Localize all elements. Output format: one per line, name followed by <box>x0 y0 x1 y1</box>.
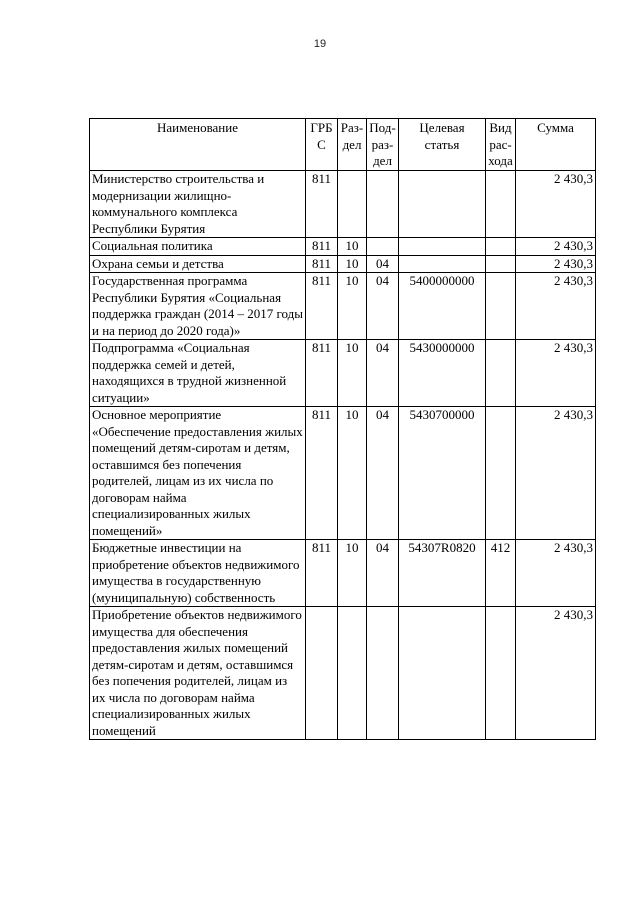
row-razdel: 10 <box>338 255 367 273</box>
row-razdel: 10 <box>338 407 367 540</box>
table-row <box>90 407 596 540</box>
row-article <box>399 238 486 256</box>
row-razdel <box>338 607 367 740</box>
row-podrazdel <box>367 171 399 238</box>
row-article: 54307R0820 <box>399 540 486 607</box>
row-grbs: 811 <box>306 540 338 607</box>
row-name: Бюджетные инвестиции на приобретение объектов недвижимого имущества в государственную (муниципальную) собственность <box>90 540 306 607</box>
header-grbs: ГРБ С <box>306 119 338 171</box>
row-name: Министерство строительства и модернизации жилищно-коммунального комплекса Республики Бурятия <box>90 171 306 238</box>
row-name: Государственная программа Республики Бурятия «Социальная поддержка граждан (2014 – 2017 годы и на период до 2020 года)» <box>90 273 306 340</box>
row-sum: 2 430,3 <box>516 607 596 740</box>
row-sum: 2 430,3 <box>516 171 596 238</box>
row-article: 5400000000 <box>399 273 486 340</box>
row-podrazdel: 04 <box>367 340 399 407</box>
row-vid: 412 <box>486 540 516 607</box>
header-row <box>90 119 596 171</box>
header-sum: Сумма <box>516 119 596 171</box>
row-article <box>399 255 486 273</box>
row-grbs: 811 <box>306 171 338 238</box>
row-name: Приобретение объектов недвижимого имущества для обеспечения предоставления жилых помещений детям-сиротам и детям, оставшимся без попечения родителей, лицам из их числа по договорам найма специализированных жилых помещений <box>90 607 306 740</box>
row-vid <box>486 238 516 256</box>
row-grbs: 811 <box>306 273 338 340</box>
row-name: Социальная политика <box>90 238 306 256</box>
table-row <box>90 540 596 607</box>
row-sum: 2 430,3 <box>516 340 596 407</box>
row-podrazdel: 04 <box>367 273 399 340</box>
row-vid <box>486 255 516 273</box>
row-sum: 2 430,3 <box>516 273 596 340</box>
table-row <box>90 607 596 740</box>
budget-table <box>89 118 596 740</box>
table-row <box>90 340 596 407</box>
row-grbs: 811 <box>306 255 338 273</box>
row-razdel: 10 <box>338 340 367 407</box>
row-razdel <box>338 171 367 238</box>
header-article: Целевая статья <box>399 119 486 171</box>
row-vid <box>486 407 516 540</box>
row-article <box>399 171 486 238</box>
row-sum: 2 430,3 <box>516 407 596 540</box>
row-vid <box>486 607 516 740</box>
row-vid <box>486 171 516 238</box>
row-podrazdel: 04 <box>367 255 399 273</box>
row-sum: 2 430,3 <box>516 255 596 273</box>
row-article: 5430700000 <box>399 407 486 540</box>
row-grbs: 811 <box>306 238 338 256</box>
table-row <box>90 171 596 238</box>
row-name: Основное мероприятие «Обеспечение предоставления жилых помещений детям-сиротам и детям, оставшимся без попечения родителей, лицам из их числа по договорам найма специализированных жилых помещений» <box>90 407 306 540</box>
row-name: Охрана семьи и детства <box>90 255 306 273</box>
row-podrazdel <box>367 238 399 256</box>
row-podrazdel: 04 <box>367 540 399 607</box>
row-vid <box>486 273 516 340</box>
row-razdel: 10 <box>338 238 367 256</box>
row-grbs: 811 <box>306 340 338 407</box>
table-row <box>90 238 596 256</box>
row-podrazdel <box>367 607 399 740</box>
header-name: Наименование <box>90 119 306 171</box>
header-podrazdel: Под-раз-дел <box>367 119 399 171</box>
row-razdel: 10 <box>338 540 367 607</box>
row-vid <box>486 340 516 407</box>
row-razdel: 10 <box>338 273 367 340</box>
table-row <box>90 273 596 340</box>
header-razdel: Раз-дел <box>338 119 367 171</box>
row-sum: 2 430,3 <box>516 238 596 256</box>
row-grbs <box>306 607 338 740</box>
page-number: 19 <box>313 38 327 50</box>
row-podrazdel: 04 <box>367 407 399 540</box>
row-name: Подпрограмма «Социальная поддержка семей и детей, находящихся в трудной жизненной ситуации» <box>90 340 306 407</box>
row-grbs: 811 <box>306 407 338 540</box>
row-article <box>399 607 486 740</box>
row-sum: 2 430,3 <box>516 540 596 607</box>
header-vid: Вид рас-хода <box>486 119 516 171</box>
table-row <box>90 255 596 273</box>
row-article: 5430000000 <box>399 340 486 407</box>
